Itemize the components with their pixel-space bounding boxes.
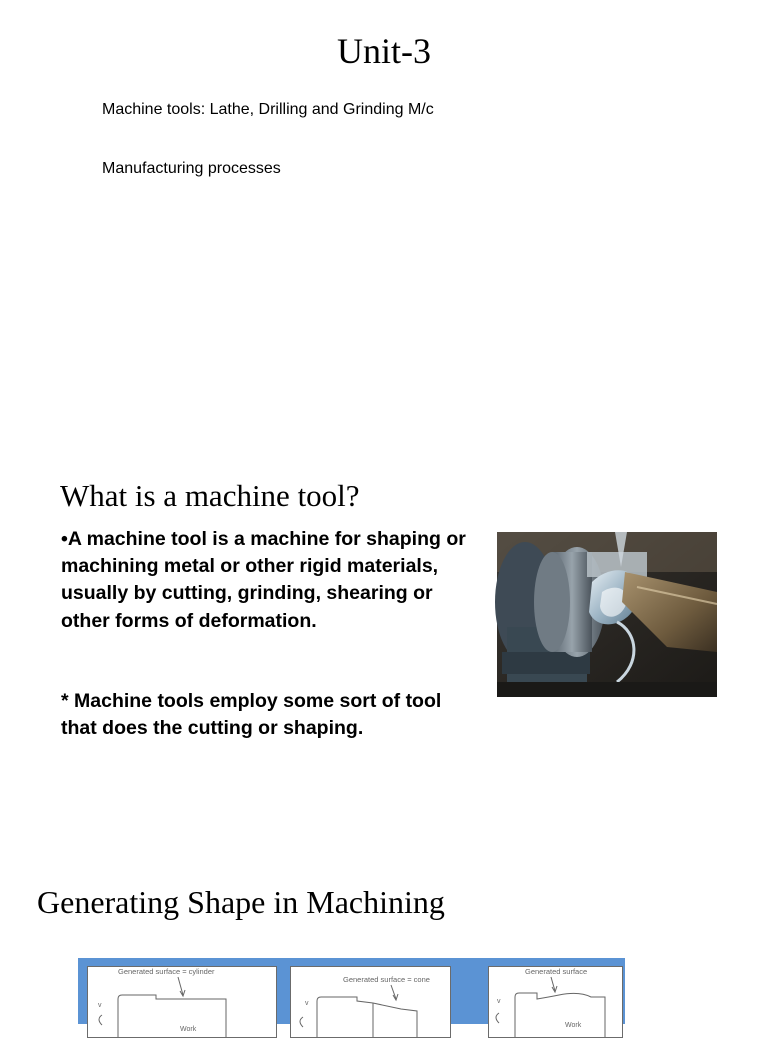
contour-diagram [489,967,622,1037]
slide2-title: What is a machine tool? [60,478,360,513]
cylinder-diagram [88,967,276,1037]
slide2-tool-paragraph: * Machine tools employ some sort of tool that does the cutting or shaping. [61,690,442,740]
work-label: Work [180,1026,197,1033]
slide1-subtitle-manufacturing: Manufacturing processes [102,160,281,177]
work-label: Work [565,1022,582,1029]
panel-caption: Generated surface = cone [343,975,430,984]
velocity-label: v [497,998,501,1005]
contour-panel [488,966,623,1038]
velocity-label: v [98,1002,102,1009]
slide2-definition-paragraph: •A machine tool is a machine for shaping or machining metal or other rigid materials, usually by cutting, grinding, shearing or other forms of deformation. [61,528,466,632]
panel-caption: Generated surface [525,967,588,976]
lathe-cutting-photo [497,532,717,697]
cylinder-panel [87,966,277,1038]
slide1-title: Unit-3 [337,31,431,71]
slide3-title: Generating Shape in Machining [37,884,445,920]
velocity-label: v [305,1000,309,1007]
slide1-subtitle-machine-tools: Machine tools: Lathe, Drilling and Grinding M/c [102,101,434,118]
panel-caption: Generated surface = cylinder [118,967,215,976]
cone-panel [290,966,451,1038]
cone-diagram [291,967,450,1037]
generating-shape-figure [78,958,625,1033]
